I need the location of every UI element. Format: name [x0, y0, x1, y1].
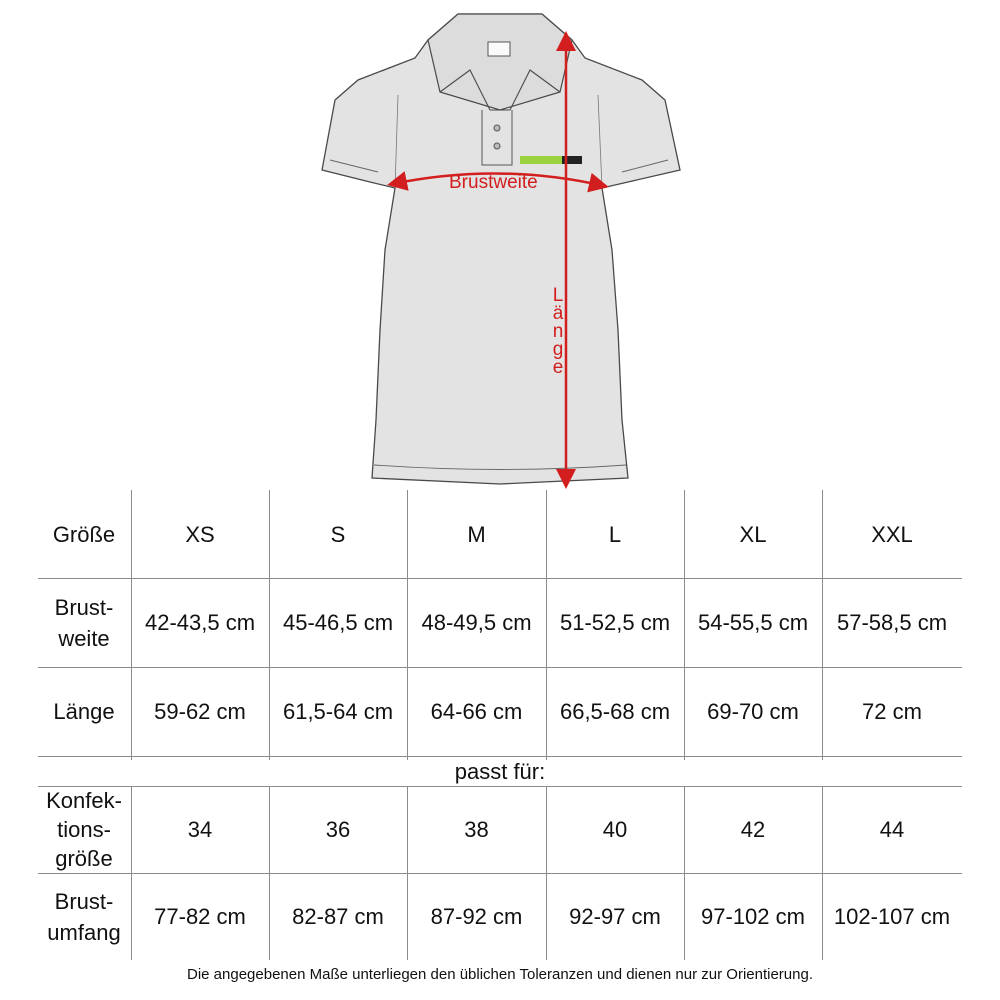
table-cell: 66,5-68 cm — [559, 699, 671, 724]
table-cell: 102-107 cm — [833, 904, 951, 929]
header-size-xxl: XXL — [871, 521, 913, 547]
table-cell: 82-87 cm — [292, 904, 384, 929]
table-cell: 97-102 cm — [701, 904, 805, 929]
table-cell: 40 — [602, 817, 628, 842]
table-cell: 59-62 cm — [154, 699, 246, 724]
table-cell: 92-97 cm — [569, 904, 661, 929]
table-cell: 36 — [325, 817, 351, 842]
header-size-xl: XL — [739, 521, 767, 547]
table-cell: 64-66 cm — [430, 699, 523, 724]
row-label-dress-size: Konfek- tions- größe — [46, 788, 122, 871]
table-cell: 61,5-64 cm — [282, 699, 394, 724]
header-size-l: L — [608, 521, 622, 547]
row-label-length: Länge — [53, 699, 115, 724]
footnote: Die angegebenen Maße unterliegen den üblichen Toleranzen und dienen nur zur Orientierung. — [187, 966, 813, 983]
table-cell: 77-82 cm — [154, 904, 246, 929]
header-size-m: M — [467, 521, 486, 547]
table-cell: 42-43,5 cm — [144, 610, 256, 635]
row-label-chest-circumference: Brust- umfang — [47, 888, 121, 945]
header-size-label: Größe — [52, 521, 116, 547]
header-size-s: S — [330, 521, 346, 547]
polo-shirt-illustration — [300, 0, 700, 490]
table-cell: 44 — [879, 817, 905, 842]
table-cell: 38 — [464, 817, 489, 842]
table-cell: 48-49,5 cm — [421, 610, 532, 635]
length-label: Länge — [552, 285, 564, 378]
table-cell: 34 — [187, 817, 213, 842]
fits-for-label: passt für: — [454, 758, 546, 784]
table-cell: 42 — [740, 817, 766, 842]
table-cell: 87-92 cm — [430, 904, 523, 929]
table-cell: 54-55,5 cm — [697, 610, 809, 635]
table-cell: 72 cm — [862, 699, 922, 724]
header-size-xs: XS — [185, 521, 215, 547]
chest-width-label: Brustweite — [449, 172, 538, 193]
table-cell: 69-70 cm — [707, 699, 799, 724]
table-cell: 51-52,5 cm — [559, 610, 671, 635]
table-cell: 57-58,5 cm — [836, 610, 948, 635]
row-label-chest-width: Brust- weite — [54, 594, 114, 651]
table-cell: 45-46,5 cm — [282, 610, 394, 635]
